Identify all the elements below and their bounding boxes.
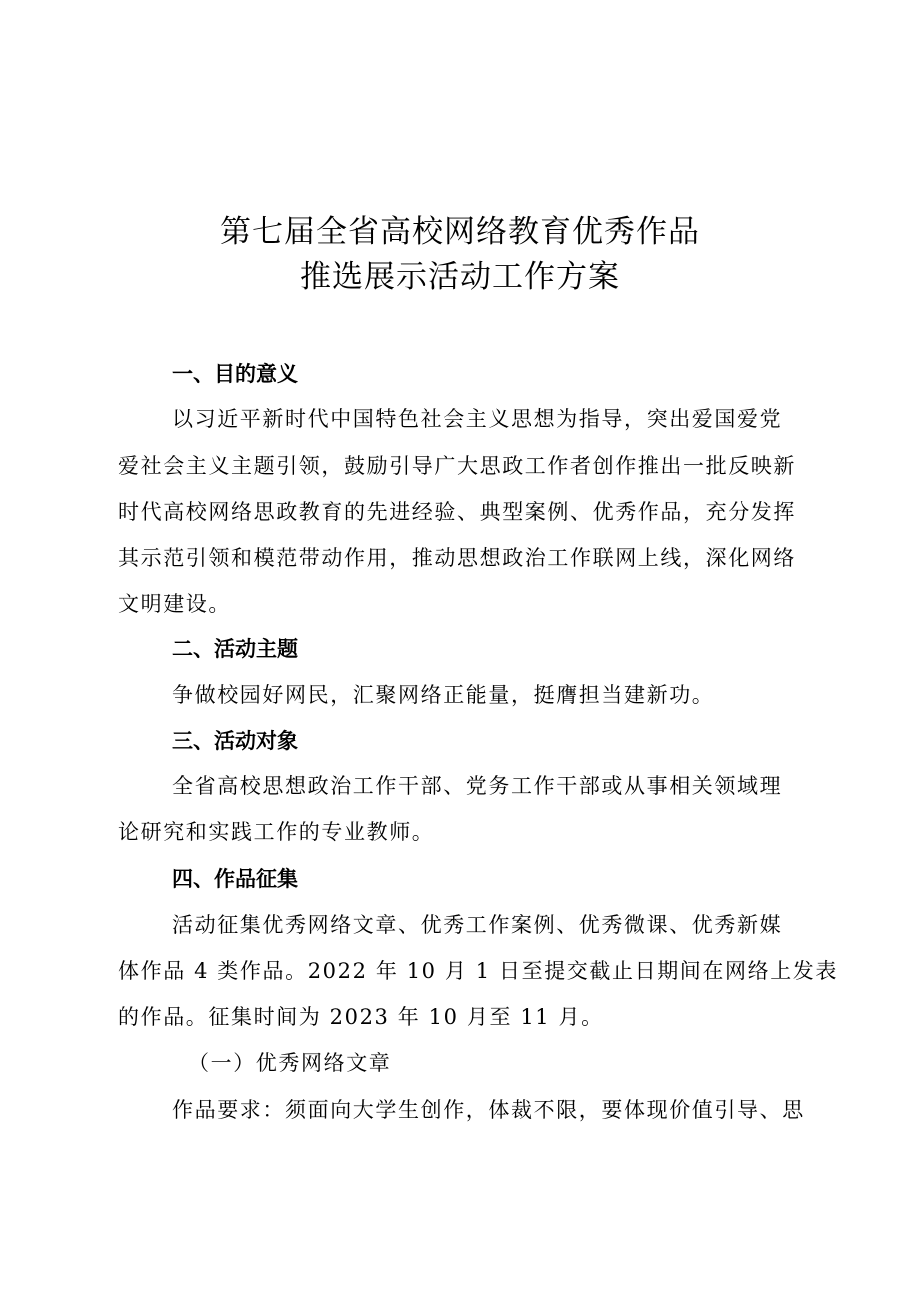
paragraph-line: 论研究和实践工作的专业教师。 <box>118 820 435 844</box>
paragraph-line: 作品要求：须面向大学生创作，体裁不限，要体现价值引导、思 <box>172 1098 805 1122</box>
paragraph-line: 争做校园好网民，汇聚网络正能量，挺膺担当建新功。 <box>172 683 715 707</box>
paragraph-line: 其示范引领和模范带动作用，推动思想政治工作联网上线，深化网络 <box>118 546 796 570</box>
paragraph-line: 爱社会主义主题引领，鼓励引导广大思政工作者创作推出一批反映新 <box>118 454 796 478</box>
paragraph-line: 以习近平新时代中国特色社会主义思想为指导，突出爱国爱党 <box>172 407 783 431</box>
document-title-line-1: 第七届全省高校网络教育优秀作品 <box>220 214 700 250</box>
paragraph-line: 活动征集优秀网络文章、优秀工作案例、优秀微课、优秀新媒 <box>172 913 783 937</box>
subsection-heading-network-article: （一）优秀网络文章 <box>188 1051 392 1075</box>
paragraph-line: 的作品。征集时间为 2023 年 10 月至 11 月。 <box>118 1005 604 1029</box>
section-heading-theme: 二、活动主题 <box>172 637 298 661</box>
document-title-line-2: 推选展示活动工作方案 <box>300 259 620 295</box>
section-heading-audience: 三、活动对象 <box>172 729 298 753</box>
section-heading-collection: 四、作品征集 <box>172 867 298 891</box>
paragraph-line: 体作品 4 类作品。2022 年 10 月 1 日至提交截止日期间在网络上发表 <box>118 959 839 983</box>
paragraph-line: 时代高校网络思政教育的先进经验、典型案例、优秀作品，充分发挥 <box>118 500 796 524</box>
paragraph-line: 文明建设。 <box>118 592 231 616</box>
paragraph-line: 全省高校思想政治工作干部、党务工作干部或从事相关领域理 <box>172 774 783 798</box>
section-heading-purpose: 一、目的意义 <box>172 362 298 386</box>
